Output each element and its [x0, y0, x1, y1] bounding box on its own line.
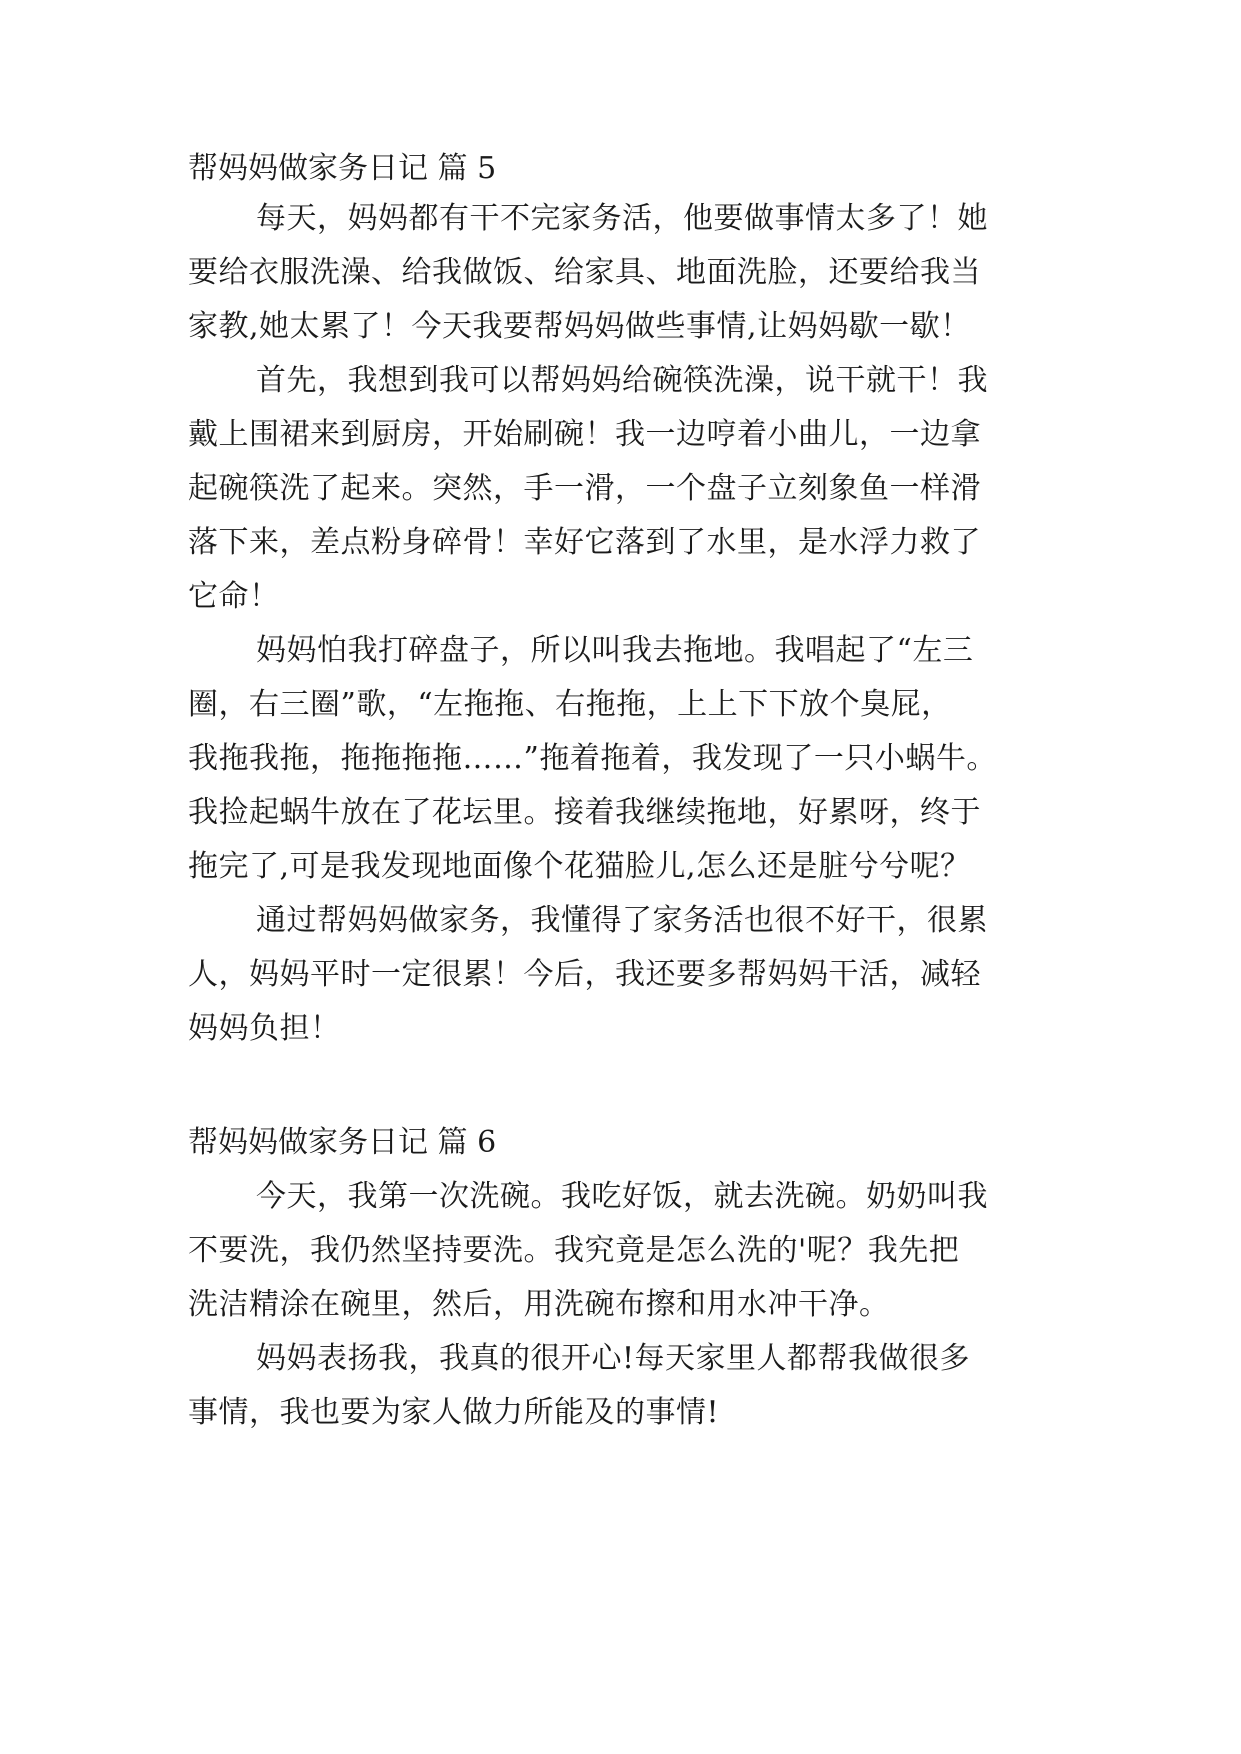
- paragraph-line: 要给衣服洗澡、给我做饭、给家具、地面洗脸，还要给我当: [188, 255, 981, 290]
- paragraph-line: 我捡起蜗牛放在了花坛里。接着我继续拖地，好累呀，终于: [188, 795, 981, 830]
- paragraph-line: 洗洁精涂在碗里，然后，用洗碗布擦和用水冲干净。: [188, 1287, 890, 1322]
- paragraph-line: 不要洗，我仍然坚持要洗。我究竟是怎么洗的'呢？我先把: [188, 1233, 960, 1268]
- paragraph-line: 它命！: [188, 579, 280, 614]
- paragraph-line: 落下来，差点粉身碎骨！幸好它落到了水里，是水浮力救了: [188, 525, 981, 560]
- paragraph-line: 人，妈妈平时一定很累！今后，我还要多帮妈妈干活，减轻: [188, 957, 981, 992]
- paragraph-line: 妈妈怕我打碎盘子，所以叫我去拖地。我唱起了“左三: [256, 633, 974, 668]
- paragraph-line: 妈妈表扬我，我真的很开心!每天家里人都帮我做很多: [256, 1341, 971, 1376]
- paragraph-line: 通过帮妈妈做家务，我懂得了家务活也很不好干，很累: [256, 903, 988, 938]
- paragraph-line: 每天，妈妈都有干不完家务活，他要做事情太多了！她: [256, 201, 988, 236]
- paragraph-line: 家教,她太累了！今天我要帮妈妈做些事情,让妈妈歇一歇！: [188, 309, 971, 344]
- section-title: 帮妈妈做家务日记 篇 6: [188, 1125, 497, 1160]
- paragraph-line: 拖完了,可是我发现地面像个花猫脸儿,怎么还是脏兮兮呢？: [188, 849, 971, 884]
- paragraph-line: 首先，我想到我可以帮妈妈给碗筷洗澡，说干就干！我: [256, 363, 988, 398]
- paragraph-line: 起碗筷洗了起来。突然，手一滑，一个盘子立刻象鱼一样滑: [188, 471, 981, 506]
- section-title: 帮妈妈做家务日记 篇 5: [188, 151, 497, 186]
- paragraph-line: 戴上围裙来到厨房，开始刷碗！我一边哼着小曲儿，一边拿: [188, 417, 981, 452]
- paragraph-line: 事情，我也要为家人做力所能及的事情!: [188, 1395, 720, 1430]
- paragraph-line: 圈，右三圈”歌，“左拖拖、右拖拖，上上下下放个臭屁，: [188, 687, 952, 722]
- paragraph-line: 今天，我第一次洗碗。我吃好饭，就去洗碗。奶奶叫我: [256, 1179, 988, 1214]
- paragraph-line: 妈妈负担！: [188, 1011, 341, 1046]
- paragraph-line: 我拖我拖，拖拖拖拖……”拖着拖着，我发现了一只小蜗牛。: [188, 741, 997, 776]
